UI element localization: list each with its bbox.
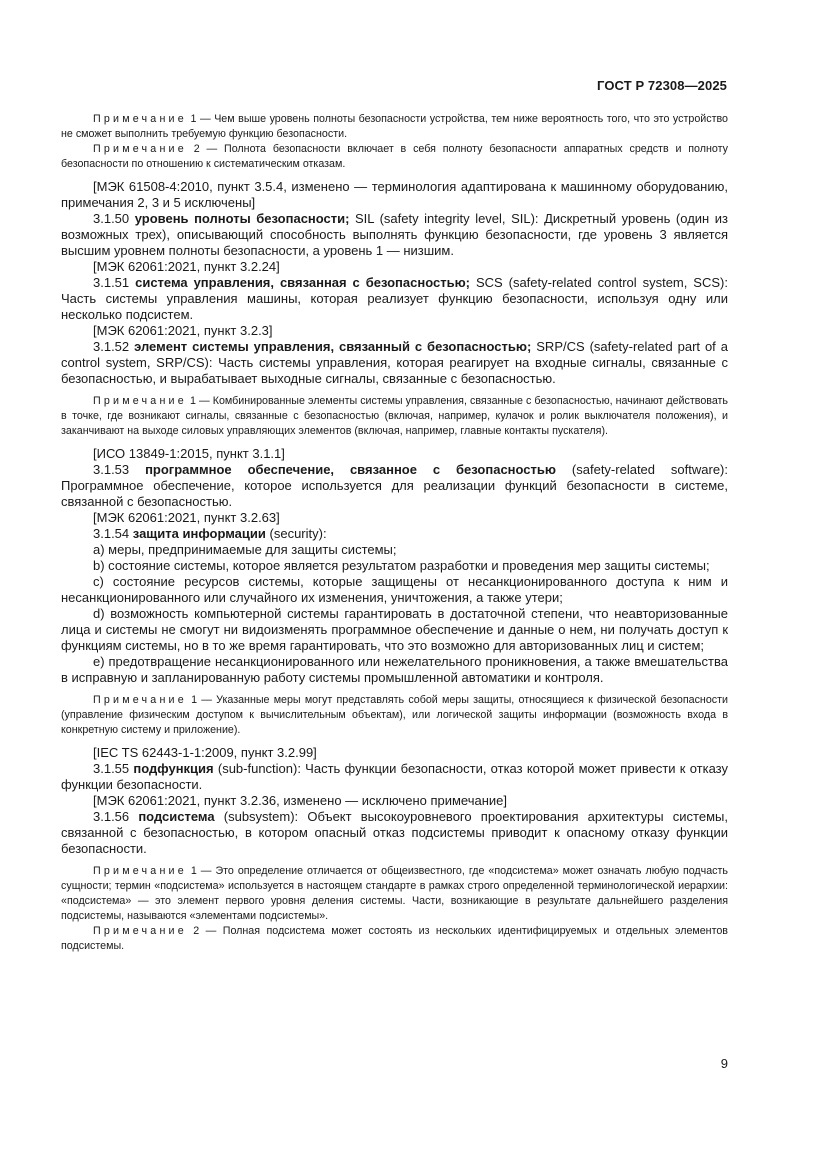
note-text: — Полная подсистема может состоять из нескольких идентифицируемых и отдельных элементов подсистемы. [61, 925, 728, 952]
note-number: 1 [189, 395, 196, 407]
note-label: Примечание [93, 694, 187, 706]
list-item: a) меры, предпринимаемые для защиты системы; [93, 542, 397, 557]
term-description: (subsystem): Объект высокоуровневого проектирования архитектуры системы, связанной с безопасностью, в котором опасный отказ подсистемы приводит к опасному отказу функции безопасности. [61, 809, 728, 856]
source-reference: [МЭК 62061:2021, пункт 3.2.24] [93, 259, 280, 274]
term-number: 3.1.54 [93, 526, 130, 541]
note-number: 1 [190, 865, 197, 877]
source-reference: [ИСО 13849-1:2015, пункт 3.1.1] [93, 446, 285, 461]
note-label: Примечание [93, 865, 187, 877]
term-description: (safety-related software): Программное обеспечение, которое используется для реализации функций безопасности в системе, связанной с безопасностью. [61, 462, 728, 509]
note-paragraph [61, 142, 728, 172]
note-label: Примечание [93, 113, 187, 125]
note-paragraph [61, 693, 728, 738]
term-definition [61, 526, 728, 542]
note-text: — Чем выше уровень полноты безопасности устройства, тем ниже вероятность того, что это устройство не сможет выполнить требуемую функцию безопасности. [61, 113, 728, 140]
term-number: 3.1.55 [93, 761, 130, 776]
source-reference: [МЭК 62061:2021, пункт 3.2.3] [93, 323, 273, 338]
term-description: SIL (safety integrity level, SIL): Дискретный уровень (один из возможных трех), описывающий способность выполнять функцию безопасности, где уровень 3 является высшим уровнем полноты безопасности, а уровень 1 — низшим. [61, 211, 728, 258]
note-label: Примечание [93, 143, 187, 155]
note-text: — Полнота безопасности включает в себя полноту безопасности аппаратных средств и полноту безопасности по отношению к систематическим отказам. [61, 143, 728, 170]
source-reference: [МЭК 61508-4:2010, пункт 3.5.4, изменено — терминология адаптирована к машинному оборудованию, примечания 2, 3 и 5 исключены] [61, 179, 728, 210]
note-text: — Это определение отличается от общеизвестного, где «подсистема» может означать любую подчасть сущности; термин «подсистема» используется в настоящем стандарте в рамках строго определенной терминологической иерархии: «подсистема» — это элемент первого уровня деления системы. Части, возникающие в результате дальнейшего разделения подсистемы, называются «элементами подсистемы». [61, 865, 728, 922]
term-definition [61, 761, 728, 793]
term-title: защита информации [132, 526, 266, 541]
note-text: — Комбинированные элементы системы управления, связанные с безопасностью, начинают действовать в точке, где возникают сигналы, связанные с безопасностью (включая, например, кулачок и ролик выключателя положения), и заканчивают на выходе силовых управляющих элементов (включая, например, главные контакты пускателя). [61, 395, 728, 437]
source-reference: [IEC TS 62443-1-1:2009, пункт 3.2.99] [93, 745, 317, 760]
term-definition [61, 462, 728, 510]
list-item: e) предотвращение несанкционированного или нежелательного проникновения, а также вмешательства в исправную и запланированную работу системы промышленной автоматики и контроля. [61, 654, 728, 685]
note-number: 1 [190, 113, 197, 125]
note-label: Примечание [93, 395, 187, 407]
spacer [61, 172, 728, 179]
source-reference: [МЭК 62061:2021, пункт 3.2.63] [93, 510, 280, 525]
term-title: система управления, связанная с безопасностью; [135, 275, 471, 290]
term-title: программное обеспечение, связанное с безопасностью [145, 462, 556, 477]
term-number: 3.1.50 [93, 211, 130, 226]
spacer [61, 439, 728, 446]
term-title: подфункция [133, 761, 214, 776]
term-definition [61, 275, 728, 323]
term-title: уровень полноты безопасности; [134, 211, 350, 226]
spacer [61, 686, 728, 693]
term-number: 3.1.53 [93, 462, 130, 477]
term-number: 3.1.51 [93, 275, 130, 290]
term-description: (security): [269, 526, 327, 541]
list-item: d) возможность компьютерной системы гарантировать в достаточной степени, что неавторизованные лица и системы не смогут ни видоизменять программное обеспечение и данные о нем, ни получать доступ к функциям системы, но в то же время гарантировать, что это возможно для авторизованных лиц и систем; [61, 606, 728, 653]
term-description: SRP/CS (safety-related part of a control system, SRP/CS): Часть системы управления, которая реагирует на входные сигналы, связанные с безопасностью, и вырабатывает выходные сигналы, связанные с безопасностью. [61, 339, 728, 386]
term-definition [61, 211, 728, 259]
document-header-id: ГОСТ Р 72308—2025 [597, 78, 727, 93]
note-paragraph [61, 924, 728, 954]
term-title: подсистема [138, 809, 215, 824]
note-number: 2 [193, 925, 200, 937]
list-item: b) состояние системы, которое является результатом разработки и проведения мер защиты системы; [93, 558, 710, 573]
note-paragraph [61, 394, 728, 439]
term-number: 3.1.52 [93, 339, 130, 354]
term-title: элемент системы управления, связанный с безопасностью; [134, 339, 532, 354]
note-text: — Указанные меры могут представлять собой меры защиты, относящиеся к физической безопасности (управление физическим доступом к вычислительным объектам), или логической защиты информации (возможность входа в конкретную систему и приложение). [61, 694, 728, 736]
term-description: SCS (safety-related control system, SCS): Часть системы управления машины, которая реализует функцию безопасности, используя одну или несколько подсистем. [61, 275, 728, 322]
spacer [61, 738, 728, 745]
note-number: 1 [191, 694, 198, 706]
list-item: c) состояние ресурсов системы, которые защищены от несанкционированного доступа к ним и несанкционированного или случайного их изменения, уничтожения, а также утери; [61, 574, 728, 605]
document-body [61, 112, 728, 954]
note-number: 2 [193, 143, 200, 155]
note-paragraph [61, 864, 728, 924]
term-definition [61, 809, 728, 857]
note-label: Примечание [93, 925, 187, 937]
note-paragraph [61, 112, 728, 142]
source-reference: [МЭК 62061:2021, пункт 3.2.36, изменено — исключено примечание] [93, 793, 508, 808]
term-definition [61, 339, 728, 387]
page-number: 9 [720, 1056, 728, 1071]
spacer [61, 387, 728, 394]
spacer [61, 857, 728, 864]
term-number: 3.1.56 [93, 809, 130, 824]
term-description: (sub-function): Часть функции безопасности, отказ которой может привести к отказу функции безопасности. [61, 761, 728, 792]
